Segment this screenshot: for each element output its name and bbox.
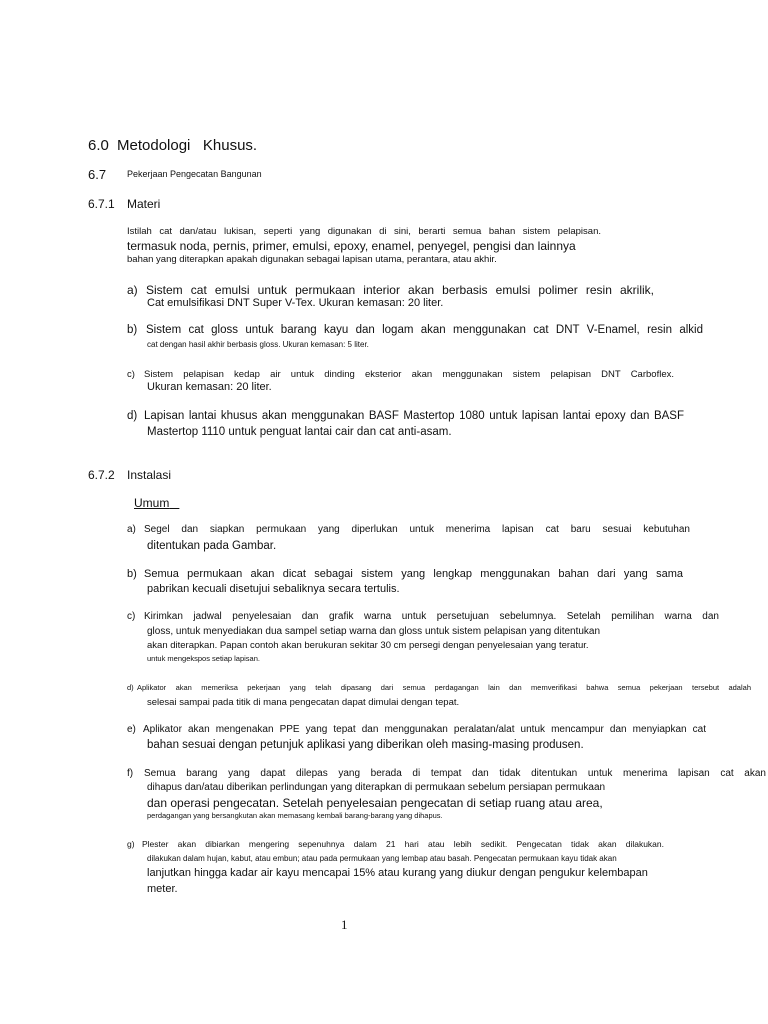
instalasi-item-f-marker: f) xyxy=(127,768,134,779)
instalasi-item-d-marker: d) xyxy=(127,683,134,692)
instalasi-item-c-line-2: gloss, untuk menyediakan dua sampel setiap warna dan gloss untuk sistem pelapisan yang ditentukan xyxy=(147,626,601,637)
materi-item-c-marker: c) xyxy=(127,369,135,380)
instalasi-item-e-line-2: bahan sesuai dengan petunjuk aplikasi yang diberikan oleh masing-masing produsen. xyxy=(147,739,584,751)
instalasi-item-f-line-3: dan operasi pengecatan. Setelah penyelesaian pengecatan di setiap ruang atau area, xyxy=(147,796,603,810)
instalasi-item-b-line-1: Semua permukaan akan dicat sebagai sistem yang lengkap menggunakan bahan dari yang sama xyxy=(144,568,683,580)
materi-item-a-marker: a) xyxy=(127,283,138,297)
materi-item-a-line-2: Cat emulsifikasi DNT Super V-Tex. Ukuran kemasan: 20 liter. xyxy=(147,297,444,309)
instalasi-item-g-line-3: lanjutkan hingga kadar air kayu mencapai 15% atau kurang yang diukur dengan pengukur kelembapan xyxy=(147,867,648,879)
heading-title: Metodologi Khusus. xyxy=(117,137,258,154)
materi-item-a-line-1: Sistem cat emulsi untuk permukaan interior akan berbasis emulsi polimer resin akrilik, xyxy=(146,283,654,297)
instalasi-item-c-line-3: akan diterapkan. Papan contoh akan berukuran sekitar 30 cm persegi dengan penyelesaian yang teratur. xyxy=(147,640,589,651)
intro-line-3: bahan yang diterapkan apakah digunakan sebagai lapisan utama, perantara, atau akhir. xyxy=(127,254,497,265)
section-6-7-1-number: 6.7.1 xyxy=(88,197,115,211)
materi-item-b-line-2: cat dengan hasil akhir berbasis gloss. Ukuran kemasan: 5 liter. xyxy=(147,340,369,349)
instalasi-item-d-line-1: Aplikator akan memeriksa pekerjaan yang telah dipasang dari semua perdagangan lain dan memverifikasi bahwa semua pekerjaan tersebut adalah xyxy=(137,683,751,692)
section-6-7-title: Pekerjaan Pengecatan Bangunan xyxy=(127,169,262,179)
instalasi-item-e-marker: e) xyxy=(127,724,136,735)
instalasi-item-c-line-1: Kirimkan jadwal penyelesaian dan grafik warna untuk persetujuan sebelumnya. Setelah pemilihan warna dan xyxy=(144,611,719,622)
instalasi-item-f-line-1: Semua barang yang dapat dilepas yang berada di tempat dan tidak ditentukan untuk menerima lapisan cat akan xyxy=(144,768,766,779)
instalasi-item-a-line-2: ditentukan pada Gambar. xyxy=(147,540,277,552)
materi-item-c-line-2: Ukuran kemasan: 20 liter. xyxy=(147,381,272,393)
materi-item-b-line-1: Sistem cat gloss untuk barang kayu dan logam akan menggunakan cat DNT V-Enamel, resin alkid xyxy=(146,324,703,336)
instalasi-item-a-marker: a) xyxy=(127,524,136,535)
intro-line-1: Istilah cat dan/atau lukisan, seperti yang digunakan di sini, berarti semua bahan sistem pelapisan. xyxy=(127,226,601,237)
materi-item-b-marker: b) xyxy=(127,324,138,336)
instalasi-item-c-marker: c) xyxy=(127,611,136,622)
instalasi-item-f-line-2: dihapus dan/atau diberikan perlindungan yang diterapkan di permukaan sebelum persiapan permukaan xyxy=(147,782,606,793)
instalasi-item-e-line-1: Aplikator akan mengenakan PPE yang tepat dan menggunakan peralatan/alat untuk mencampur dan menyiapkan cat xyxy=(143,724,706,735)
instalasi-item-b-marker: b) xyxy=(127,568,137,580)
instalasi-item-g-line-1: Plester akan dibiarkan mengering sepenuhnya dalam 21 hari atau lebih sedikit. Pengecatan tidak akan dilakukan. xyxy=(142,839,664,849)
instalasi-item-g-line-2: dilakukan dalam hujan, kabut, atau embun; atau pada permukaan yang lembap atau basah. Pengecatan permukaan kayu tidak akan xyxy=(147,854,617,863)
instalasi-item-g-marker: g) xyxy=(127,839,135,849)
materi-item-d-marker: d) xyxy=(127,410,138,422)
instalasi-item-c-line-4: untuk mengekspos setiap lapisan. xyxy=(147,654,260,663)
materi-item-d-line-1: Lapisan lantai khusus akan menggunakan BASF Mastertop 1080 untuk lapisan lantai epoxy dan BASF xyxy=(144,410,684,422)
instalasi-item-b-line-2: pabrikan kecuali disetujui sebaliknya secara tertulis. xyxy=(147,583,400,595)
subheading-umum: Umum xyxy=(134,496,170,510)
instalasi-item-g-line-4: meter. xyxy=(147,883,178,895)
instalasi-item-d-line-2: selesai sampai pada titik di mana pengecatan dapat dimulai dengan tepat. xyxy=(147,697,460,708)
section-6-7-2-number: 6.7.2 xyxy=(88,468,115,482)
instalasi-item-f-line-4: perdagangan yang bersangkutan akan memasang kembali barang-barang yang dihapus. xyxy=(147,811,443,820)
materi-item-d-line-2: Mastertop 1110 untuk penguat lantai cair dan cat anti-asam. xyxy=(147,426,452,438)
section-6-7-2-title: Instalasi xyxy=(127,468,172,482)
page-number: 1 xyxy=(341,917,348,932)
materi-item-c-line-1: Sistem pelapisan kedap air untuk dinding eksterior akan menggunakan sistem pelapisan DNT Carboflex. xyxy=(144,369,674,380)
section-6-7-1-title: Materi xyxy=(127,197,161,211)
heading-number: 6.0 xyxy=(88,137,109,154)
intro-line-2: termasuk noda, pernis, primer, emulsi, epoxy, enamel, penyegel, pengisi dan lainnya xyxy=(127,239,576,253)
instalasi-item-a-line-1: Segel dan siapkan permukaan yang diperlukan untuk menerima lapisan cat baru sesuai kebutuhan xyxy=(144,524,690,535)
section-6-7-number: 6.7 xyxy=(88,167,107,182)
